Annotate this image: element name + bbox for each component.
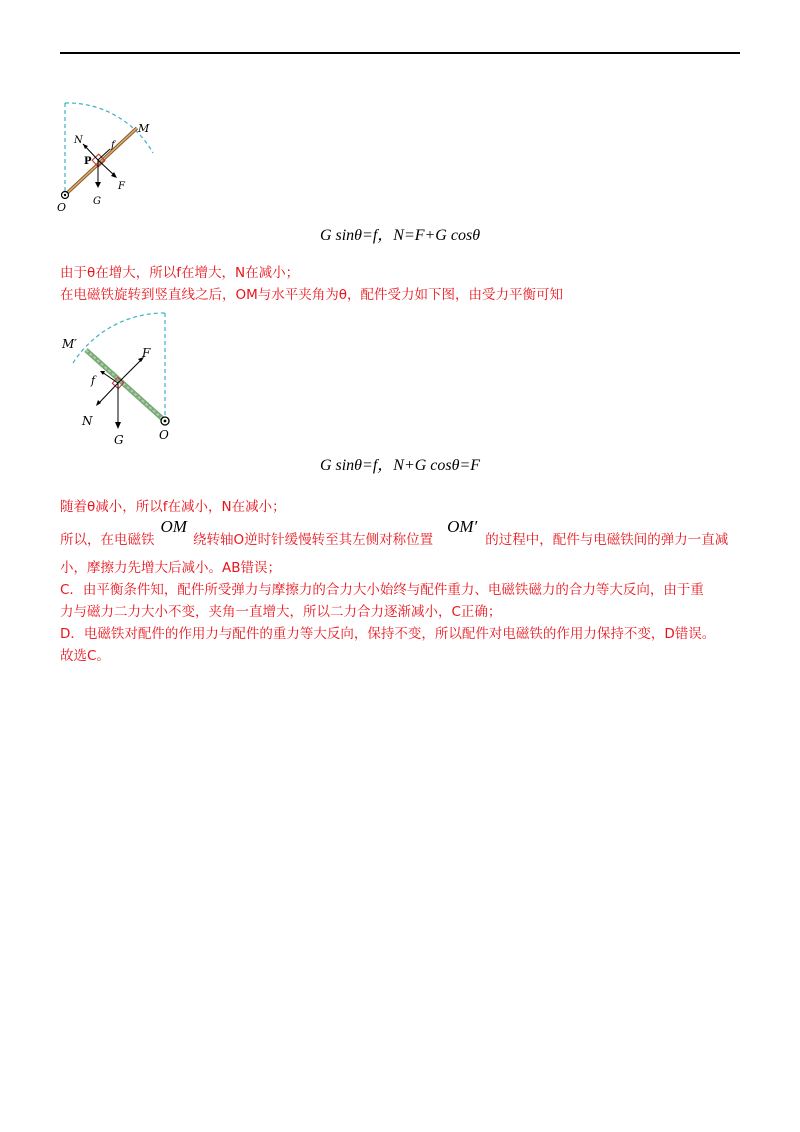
text-line-8: D．电磁铁对配件的作用力与配件的重力等大反向，保持不变，所以配件对电磁铁的作用力保持不变，D错误。 bbox=[60, 626, 716, 642]
math-om: OM bbox=[160, 517, 187, 536]
label-G: G bbox=[93, 196, 101, 207]
header-rule bbox=[60, 52, 740, 54]
label-f-small: f bbox=[91, 374, 96, 387]
text-line-9: 故选C。 bbox=[60, 648, 110, 664]
text-line-3: 随着θ减小，所以f在减小，N在减小； bbox=[60, 499, 286, 515]
label-p: P bbox=[84, 156, 92, 167]
label-F: F bbox=[142, 346, 151, 360]
text-line-6: C．由平衡条件知，配件所受弹力与摩擦力的合力大小始终与配件重力、电磁铁磁力的合力等大反向，由于重 bbox=[60, 582, 704, 598]
force-diagram-2 bbox=[58, 308, 188, 448]
text-line-2: 在电磁铁旋转到竖直线之后，OM与水平夹角为θ，配件受力如下图，由受力平衡可知 bbox=[60, 287, 564, 303]
math-om-prime: OM′ bbox=[447, 517, 478, 536]
text-line-1: 由于θ在增大，所以f在增大，N在减小； bbox=[60, 265, 300, 281]
label-G: G bbox=[114, 433, 124, 447]
label-F: F bbox=[118, 181, 125, 192]
label-o: O bbox=[159, 428, 169, 442]
line4-part1: 所以，在电磁铁 bbox=[60, 532, 155, 548]
label-o: O bbox=[57, 201, 67, 213]
text-line-5: 小，摩擦力先增大后减小。AB错误； bbox=[60, 560, 281, 576]
line4-part2: 绕转轴O逆时针缓慢转至其左侧对称位置 bbox=[192, 532, 434, 548]
force-diagram-1 bbox=[55, 98, 165, 213]
label-m: M bbox=[138, 122, 150, 135]
label-m-prime: M′ bbox=[62, 337, 78, 351]
line4-part3: 的过程中，配件与电磁铁间的弹力一直减 bbox=[485, 532, 729, 548]
label-f-small: f bbox=[111, 140, 115, 151]
text-line-4 bbox=[60, 517, 750, 551]
equation-2: G sinθ=f，N+G cosθ=F bbox=[319, 457, 481, 474]
label-n: N bbox=[74, 135, 83, 146]
label-n: N bbox=[82, 414, 93, 428]
equation-1: G sinθ=f，N=F+G cosθ bbox=[319, 227, 481, 244]
text-line-7: 力与磁力二力大小不变，夹角一直增大，所以二力合力逐渐减小，C正确； bbox=[60, 604, 502, 620]
